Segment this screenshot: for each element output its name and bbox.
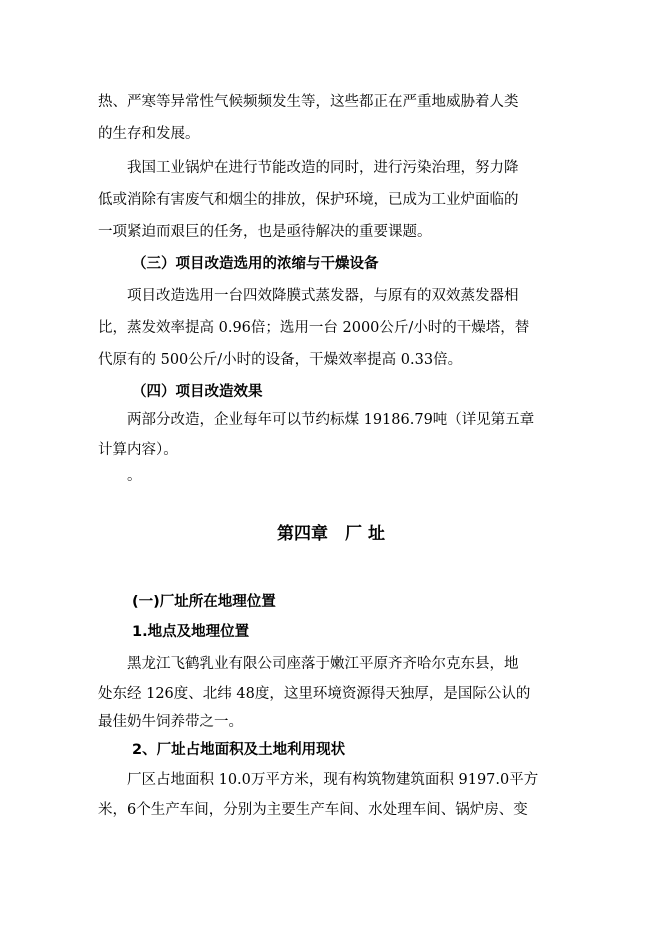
section-heading: 2、厂址占地面积及土地利用现状	[132, 742, 346, 758]
paragraph-line: 处东经 126度、北纬 48度，这里环境资源得天独厚，是国际公认的	[98, 686, 531, 702]
section-heading: （四）项目改造效果	[132, 384, 263, 400]
paragraph-line: 热、严寒等异常性气候频频发生等，这些都正在严重地威胁着人类	[98, 94, 519, 110]
paragraph-line: 项目改造选用一台四效降膜式蒸发器，与原有的双效蒸发器相	[127, 288, 519, 304]
paragraph-line: 一项紧迫而艰巨的任务，也是亟待解决的重要课题。	[98, 224, 432, 240]
paragraph-line: 我国工业锅炉在进行节能改造的同时，进行污染治理，努力降	[127, 160, 519, 176]
paragraph-line: 计算内容）。	[98, 442, 178, 458]
paragraph-line: 厂区占地面积 10.0万平方米，现有构筑物建筑面积 9197.0平方	[127, 772, 539, 788]
paragraph-line: 米，6个生产车间，分别为主要生产车间、水处理车间、锅炉房、变	[98, 802, 528, 818]
section-heading: （三）项目改造选用的浓缩与干燥设备	[132, 256, 379, 272]
paragraph-line: 。	[127, 468, 142, 484]
section-heading: (一)厂址所在地理位置	[132, 594, 276, 610]
paragraph-line: 黑龙江飞鹤乳业有限公司座落于嫩江平原齐齐哈尔克东县，地	[127, 656, 519, 672]
paragraph-line: 代原有的 500公斤/小时的设备，干燥效率提高 0.33倍。	[98, 352, 463, 368]
paragraph-line: 最佳奶牛饲养带之一。	[98, 714, 243, 730]
chapter-title: 第四章 厂 址	[277, 524, 385, 544]
paragraph-line: 两部分改造，企业每年可以节约标煤 19186.79吨（详见第五章	[127, 412, 535, 428]
paragraph-line: 比，蒸发效率提高 0.96倍；选用一台 2000公斤/小时的干燥塔，替	[98, 320, 530, 336]
section-heading: 1.地点及地理位置	[132, 624, 250, 640]
paragraph-line: 低或消除有害废气和烟尘的排放，保护环境，已成为工业炉面临的	[98, 192, 519, 208]
paragraph-line: 的生存和发展。	[98, 126, 200, 142]
